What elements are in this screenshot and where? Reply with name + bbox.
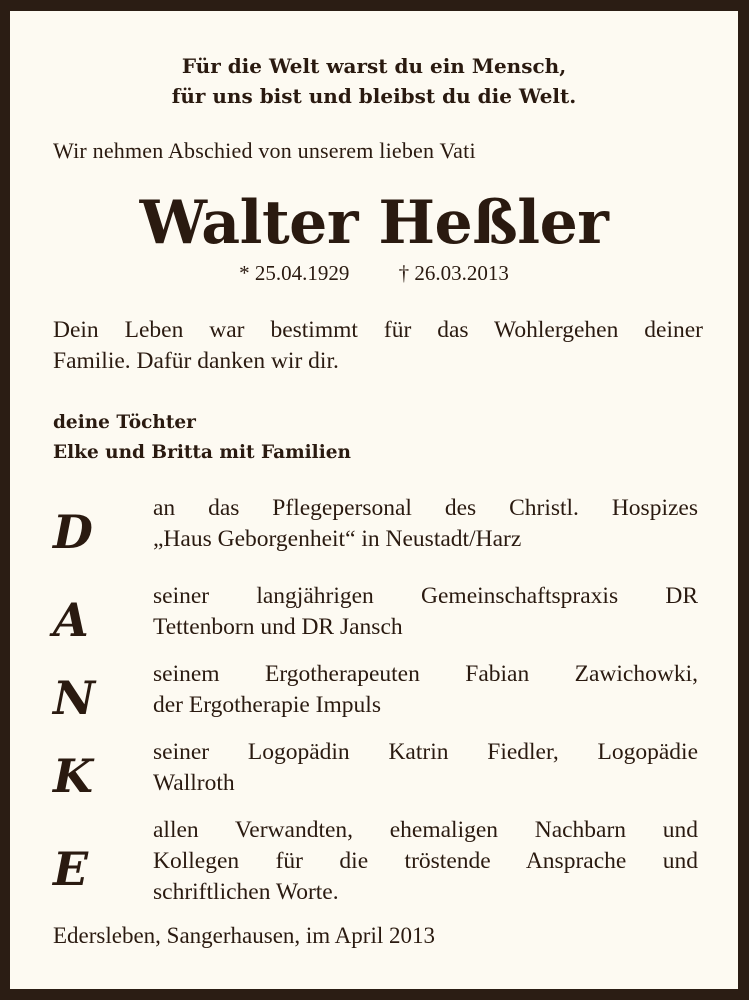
life-dates	[10, 261, 738, 286]
family-line-1: deine Töchter	[53, 412, 196, 433]
motto-line-2: für uns bist und bleibst du die Welt.	[171, 84, 577, 108]
thanks-text	[153, 659, 698, 721]
death-date: † 26.03.2013	[398, 261, 509, 285]
thanks-letter: A	[53, 593, 89, 647]
deceased-name: Walter Heßler	[139, 188, 609, 258]
thanks-line: der Ergotherapie Impuls	[153, 692, 381, 718]
thanks-line: seiner langjährigen Gemeinschaftspraxis DR	[153, 583, 698, 609]
closing-place-date: Edersleben, Sangerhausen, im April 2013	[53, 923, 435, 948]
thanks-letter: E	[53, 842, 89, 896]
thanks-line: „Haus Geborgenheit“ in Neustadt/Harz	[153, 526, 522, 552]
tribute-line-1: Dein Leben war bestimmt für das Wohlergehen deiner	[53, 317, 703, 343]
intro-text: Wir nehmen Abschied von unserem lieben Vati	[53, 138, 476, 163]
thanks-line: Wallroth	[153, 770, 235, 796]
thanks-line: Tettenborn und DR Jansch	[153, 614, 403, 640]
thanks-line: Kollegen für die tröstende Ansprache und	[153, 848, 698, 874]
thanks-text	[153, 581, 698, 643]
thanks-line: allen Verwandten, ehemaligen Nachbarn und	[153, 817, 698, 843]
thanks-line: schriftlichen Worte.	[153, 879, 339, 905]
thanks-line: seiner Logopädin Katrin Fiedler, Logopädie	[153, 739, 698, 765]
thanks-line: seinem Ergotherapeuten Fabian Zawichowki,	[153, 661, 698, 687]
tribute-line-2: Familie. Dafür danken wir dir.	[53, 348, 339, 374]
motto-line-1: Für die Welt warst du ein Mensch,	[181, 54, 567, 78]
motto	[10, 51, 738, 111]
thanks-letter: D	[53, 505, 93, 559]
thanks-letter: K	[53, 749, 93, 803]
thanks-letter: N	[53, 671, 96, 725]
thanks-text	[153, 493, 698, 555]
obituary-card	[10, 11, 738, 989]
thanks-line: an das Pflegepersonal des Christl. Hospizes	[153, 495, 698, 521]
family-line-2: Elke und Britta mit Familien	[53, 442, 351, 463]
tribute-text	[53, 315, 703, 377]
birth-date: * 25.04.1929	[239, 261, 350, 285]
thanks-text	[153, 815, 698, 908]
thanks-text	[153, 737, 698, 799]
family-signature	[53, 408, 351, 468]
